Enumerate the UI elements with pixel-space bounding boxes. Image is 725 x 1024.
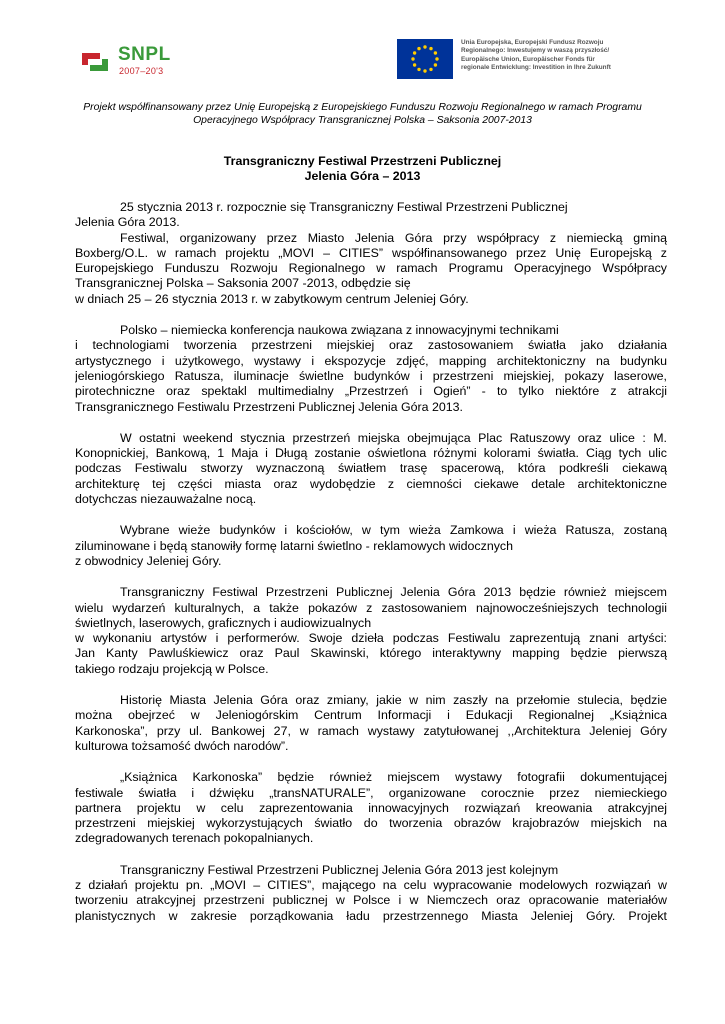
paragraph — [75, 693, 667, 754]
text-line: Historię Miasta Jelenia Góra oraz zmiany, jakie w nim zaszły na przełomie stulecia, będzie — [120, 693, 667, 708]
eu-logo-text — [461, 39, 671, 72]
paragraph — [75, 770, 667, 846]
text-line: podczas Festiwalu stworzy wyznaczoną światłem trasę spacerową, która podkreśli ciekawą — [75, 461, 667, 476]
text-line: architekturę tej części miasta oraz wydobędzie z ciemności ciekawe detale architektoniczne — [75, 476, 667, 491]
paragraph — [75, 523, 667, 569]
snpl-logo-name: SNPL — [118, 44, 171, 65]
text-line: Karkonoska”, przy ul. Bankowej 27, w ramach wystawy zatytułowanej ,,Architektura Jeleniej Góry — [75, 723, 667, 738]
text-line: „Książnica Karkonoska” będzie również miejscem wystawy fotografii dokumentującej — [120, 770, 667, 785]
text-line: dotychczas niezauważalne nocą. — [75, 492, 257, 507]
text-line: Transgranicznej Polska – Saksonia 2007 -2013, odbędzie się — [75, 276, 411, 291]
cofinancing-note — [60, 101, 665, 127]
text-line: partnera projektu w celu zaprezentowania innowacyjnych rozwiązań kreowania atrakcyjnej — [75, 800, 667, 815]
document-title — [60, 154, 665, 184]
paragraph — [75, 323, 667, 415]
text-line: Polsko – niemiecka konferencja naukowa związana z innowacyjnymi technikami — [120, 323, 559, 338]
cofinancing-note-line: Projekt współfinansowany przez Unię Europejską z Europejskiego Funduszu Rozwoju Regionalnego w ramach Programu — [83, 102, 642, 113]
text-line: takiego rodzaju projekcją w Polsce. — [75, 661, 269, 676]
text-line: przestrzeni miejskiej wykorzystujących światło do tworzenia obrazów krajobrazów miejskich na — [75, 816, 667, 831]
text-line: Festiwal, organizowany przez Miasto Jelenia Góra przy współpracy z niemiecką gminą — [120, 230, 667, 245]
eu-logo-line: Regionalnego: Inwestujemy w waszą przyszłość/ — [461, 47, 610, 55]
document-body — [75, 200, 667, 924]
text-line: artystycznego i użytkowego, wystawy i ekspozycje zdjęć, mapping architektoniczny na budynku — [75, 353, 667, 368]
text-line: Konopnickiej, Bankową, 1 Maja i Długą zostanie oświetlona różnymi kolorami światła. Ciąg tych ulic — [75, 446, 667, 461]
text-line: można obejrzeć w Jeleniogórskim Centrum Informacji i Edukacji Regionalnej „Książnica — [75, 708, 667, 723]
text-line: Jan Kanty Pawluśkiewicz oraz Paul Skawinski, którego interaktywny mapping będzie pierwszą — [75, 646, 667, 661]
text-line: ziluminowane i będą stanowiły formę latarni świetlno - reklamowych widocznych — [75, 538, 513, 553]
text-line: z działań projektu pn. „MOVI – CITIES”, mającego na celu wypracowanie modelowych rozwiązań w — [75, 877, 667, 892]
eu-logo-line: Unia Europejska, Europejski Fundusz Rozwoju — [461, 39, 604, 46]
cofinancing-note-line: Operacyjnego Współpracy Transgranicznej Polska – Saksonia 2007-2013 — [193, 115, 532, 126]
text-line: Wybrane wieże budynków i kościołów, w tym wieża Zamkowa i wieża Ratusza, zostaną — [120, 523, 667, 538]
text-line: Boxberg/O.L. w ramach projektu „MOVI – CITIES” współfinansowanego przez Unię Europejską z — [75, 245, 667, 260]
snpl-logo — [76, 40, 206, 82]
eu-logo-line: Europäische Union, Europäischer Fonds für — [461, 55, 595, 63]
snpl-logo-years: 2007–20'3 — [119, 66, 164, 76]
document-title-line: Transgraniczny Festiwal Przestrzeni Publicznej — [223, 154, 502, 168]
text-line: 25 stycznia 2013 r. rozpocznie się Transgraniczny Festiwal Przestrzeni Publicznej — [120, 200, 568, 214]
snpl-emblem-icon — [78, 45, 112, 79]
eu-flag-icon — [397, 39, 453, 79]
text-line: Transgraniczny Festiwal Przestrzeni Publicznej Jelenia Góra 2013 jest kolejnym — [120, 862, 559, 877]
text-line: i technologiami tworzenia przestrzeni miejskiej oraz zastosowaniem światła jako działania — [75, 338, 667, 353]
text-line: W ostatni weekend stycznia przestrzeń miejska obejmująca Plac Ratuszowy oraz ulice : M. — [120, 430, 667, 445]
paragraph — [75, 863, 667, 924]
text-line: zdegradowanych terenach pokopalnianych. — [75, 831, 314, 846]
eu-logo — [397, 38, 667, 84]
text-line: festiwale światła i dźwięku „transNATURALE”, organizowane corocznie przez niemieckiego — [75, 785, 667, 800]
text-line: wielu wydarzeń kulturalnych, a także pokazów z zastosowaniem najnowocześniejszych technologii — [75, 600, 667, 615]
text-line: Transgranicznego Festiwalu Przestrzeni Publicznej Jelenia Góra 2013. — [75, 399, 463, 414]
paragraph — [75, 431, 667, 507]
text-line: tworzeniu atrakcyjnej przestrzeni publicznej w Polsce i w Niemczech oraz opracowanie materiałów — [75, 893, 667, 908]
text-line: w dniach 25 – 26 stycznia 2013 r. w zabytkowym centrum Jeleniej Góry. — [75, 291, 469, 306]
eu-logo-line: regionale Entwicklung: Investition in Ihre Zukunft — [461, 63, 611, 71]
text-line: planistycznych w zakresie porządkowania ładu przestrzennego Miasta Jeleniej Góry. Projekt — [75, 908, 667, 923]
paragraph — [75, 585, 667, 677]
text-line: Jelenia Góra 2013. — [75, 215, 180, 230]
text-line: świetlnych, laserowych, graficznych i audiowizualnych — [75, 615, 372, 630]
text-line: w wykonaniu artystów i performerów. Swoje dzieła podczas Festiwalu zaprezentują znani artyści: — [75, 631, 667, 646]
text-line: jeleniogórskiego Ratusza, iluminacje świetlne budynków i przestrzeni miejskiej, pokazy laserowe, — [75, 368, 667, 383]
logo-header — [76, 38, 666, 84]
text-line: pirotechniczne oraz spektakl multimedialny „Przestrzeń i Ogień” - to tylko niektóre z atrakcji — [75, 384, 667, 399]
text-line: z obwodnicy Jeleniej Góry. — [75, 553, 222, 568]
text-line: Transgraniczny Festiwal Przestrzeni Publicznej Jelenia Góra 2013 będzie również miejscem — [120, 585, 667, 600]
document-title-line: Jelenia Góra – 2013 — [304, 169, 421, 183]
paragraph — [75, 200, 667, 307]
text-line: Europejskiego Funduszu Rozwoju Regionalnego w ramach Programu Operacyjnego Współpracy — [75, 261, 667, 276]
text-line: kulturowa tożsamość dwóch narodów”. — [75, 738, 289, 753]
